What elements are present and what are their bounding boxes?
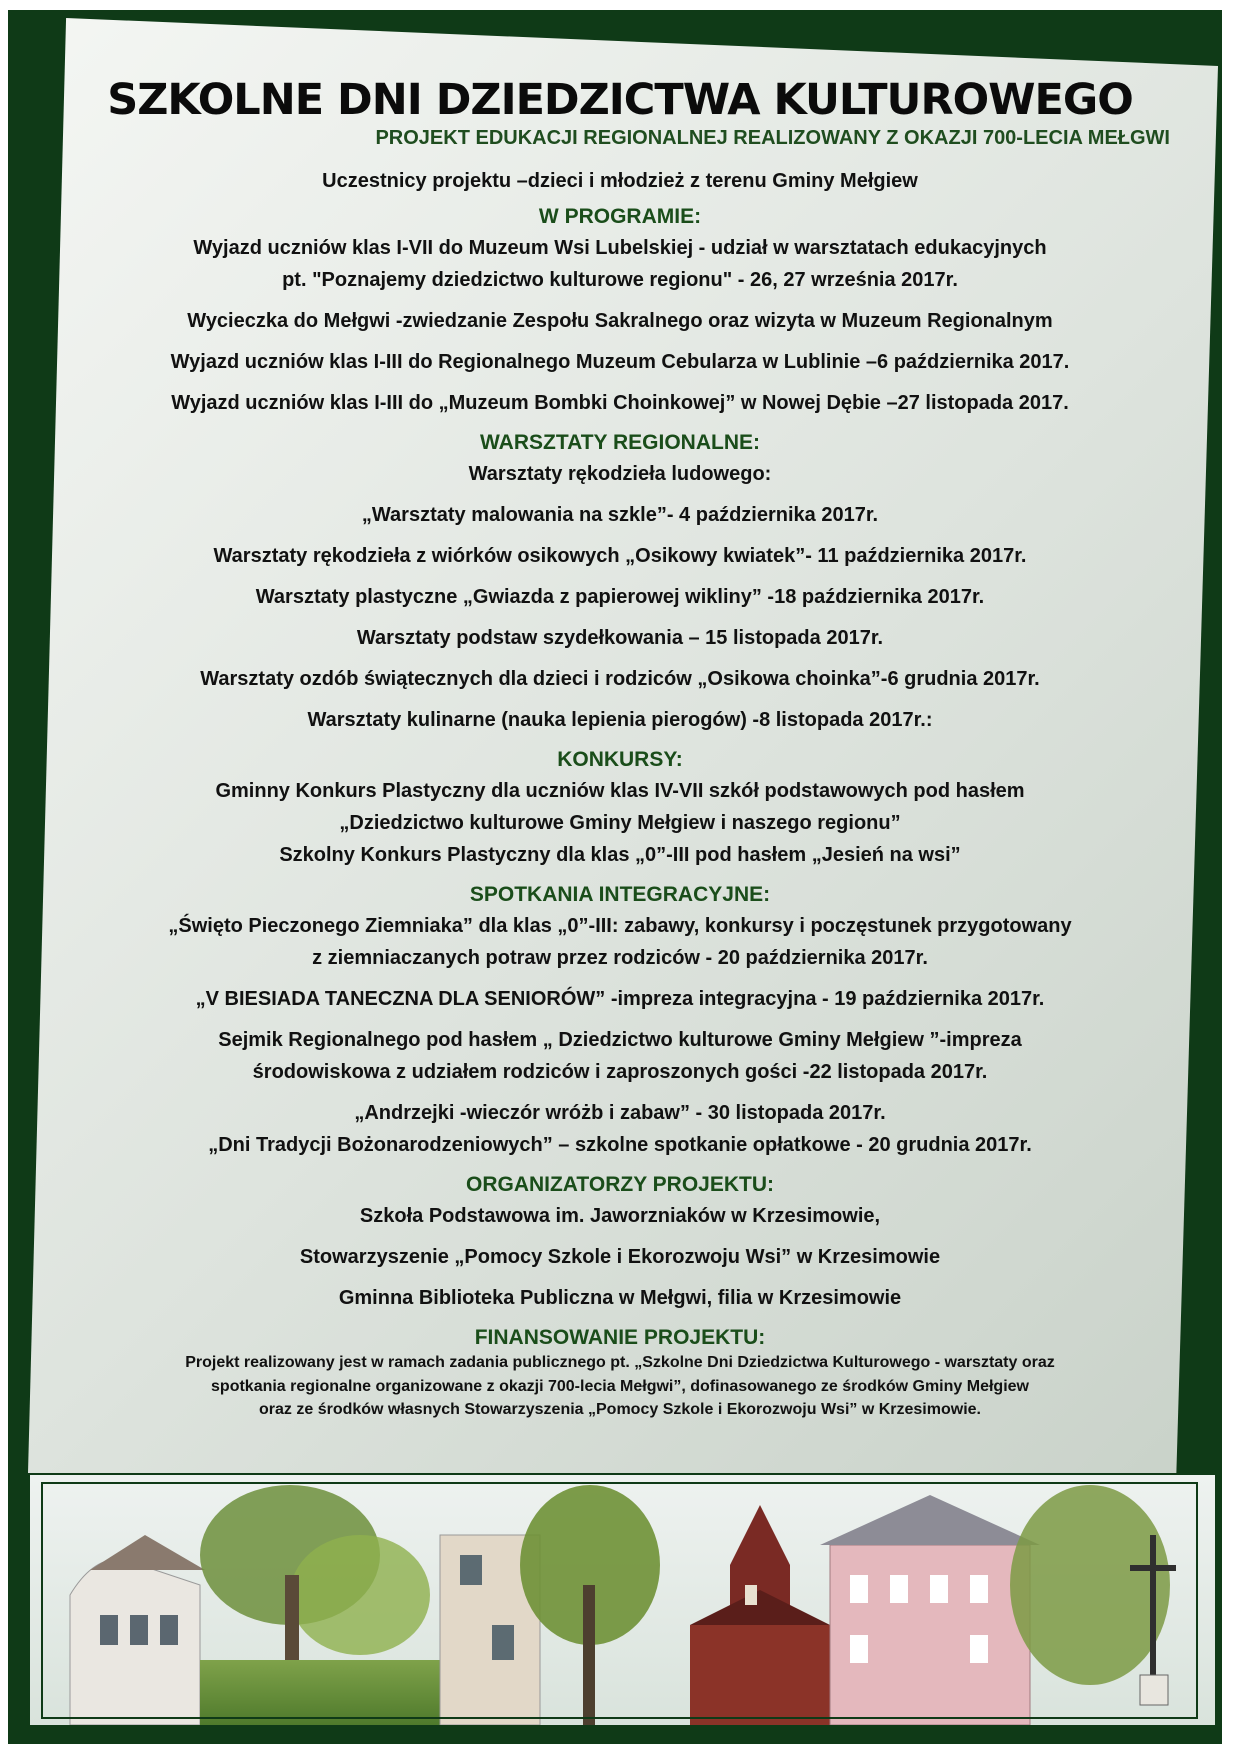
workshops-heading: WARSZTATY REGIONALNE: — [480, 431, 760, 455]
poster-subtitle: PROJEKT EDUKACJI REGIONALNEJ REALIZOWANY Z OKAZJI 700-LECIA MEŁGWI — [375, 127, 1170, 150]
organizers-heading: ORGANIZATORZY PROJEKTU: — [465, 1173, 775, 1197]
meeting-item: środowiskowa z udziałem rodziców i zaproszonych gości -22 listopada 2017r. — [252, 1061, 988, 1084]
program-item: Wycieczka do Mełgwi -zwiedzanie Zespołu Sakralnego oraz wizyta w Muzeum Regionalnym — [187, 310, 1053, 333]
workshop-item: Warsztaty kulinarne (nauka lepienia pierogów) -8 listopada 2017r.: — [307, 709, 933, 732]
workshop-item: Warsztaty rękodzieła ludowego: — [468, 463, 772, 486]
funding-heading: FINANSOWANIE PROJEKTU: — [474, 1326, 766, 1350]
contest-item: Gminny Konkurs Plastyczny dla uczniów klas IV-VII szkół podstawowych pod hasłem — [215, 780, 1025, 803]
contests-heading: KONKURSY: — [557, 748, 683, 772]
poster-content — [70, 75, 1170, 1421]
workshop-item: Warsztaty rękodzieła z wiórków osikowych „Osikowy kwiatek”- 11 października 2017r. — [213, 545, 1027, 568]
participants-line: Uczestnicy projektu –dzieci i młodzież z terenu Gminy Mełgiew — [322, 170, 918, 193]
program-item: pt. "Poznajemy dziedzictwo kulturowe regionu" - 26, 27 września 2017r. — [282, 269, 958, 292]
meeting-item: „Andrzejki -wieczór wróżb i zabaw” - 30 listopada 2017r. — [354, 1102, 886, 1125]
program-item: Wyjazd uczniów klas I-VII do Muzeum Wsi Lubelskiej - udział w warsztatach edukacyjnych — [193, 237, 1047, 260]
workshop-item: Warsztaty ozdób świątecznych dla dzieci i rodziców „Osikowa choinka”-6 grudnia 2017r. — [200, 668, 1040, 691]
organizer-item: Gminna Biblioteka Publiczna w Mełgwi, filia w Krzesimowie — [338, 1287, 902, 1310]
meeting-item: Sejmik Regionalnego pod hasłem „ Dziedzictwo kulturowe Gminy Mełgiew ”-impreza — [218, 1029, 1022, 1052]
workshop-item: Warsztaty podstaw szydełkowania – 15 listopada 2017r. — [356, 627, 884, 650]
poster-title: SZKOLNE DNI DZIEDZICTWA KULTUROWEGO — [107, 75, 1133, 125]
meeting-item: „V BIESIADA TANECZNA DLA SENIORÓW” -impreza integracyjna - 19 października 2017r. — [195, 988, 1045, 1011]
funding-line: Projekt realizowany jest w ramach zadania publicznego pt. „Szkolne Dni Dziedzictwa Kulturowego - warsztaty oraz — [185, 1354, 1055, 1372]
meeting-item: „Dni Tradycji Bożonarodzeniowych” – szkolne spotkanie opłatkowe - 20 grudnia 2017r. — [208, 1134, 1032, 1157]
workshop-item: „Warsztaty malowania na szkle”- 4 października 2017r. — [361, 504, 879, 527]
organizer-item: Stowarzyszenie „Pomocy Szkole i Ekorozwoju Wsi” w Krzesimowie — [299, 1246, 941, 1269]
photo-collage — [30, 1475, 1215, 1725]
funding-line: oraz ze środków własnych Stowarzyszenia „Pomocy Szkole i Ekorozwoju Wsi” w Krzesimowie. — [259, 1401, 981, 1419]
workshop-item: Warsztaty plastyczne „Gwiazda z papierowej wikliny” -18 października 2017r. — [255, 586, 985, 609]
collage-illustration — [30, 1475, 1215, 1725]
program-item: Wyjazd uczniów klas I-III do Regionalnego Muzeum Cebularza w Lublinie –6 października 2017. — [170, 351, 1070, 374]
organizer-item: Szkoła Podstawowa im. Jaworzniaków w Krzesimowie, — [359, 1205, 881, 1228]
program-heading: W PROGRAMIE: — [538, 205, 702, 229]
funding-line: spotkania regionalne organizowane z okazji 700-lecia Mełgwi”, dofinasowanego ze środków Gminy Mełgiew — [211, 1377, 1029, 1395]
contest-item: Szkolny Konkurs Plastyczny dla klas „0”-III pod hasłem „Jesień na wsi” — [279, 844, 961, 867]
meeting-item: „Święto Pieczonego Ziemniaka” dla klas „0”-III: zabawy, konkursy i poczęstunek przygotowany — [168, 915, 1072, 938]
meetings-heading: SPOTKANIA INTEGRACYJNE: — [469, 883, 771, 907]
contest-item: „Dziedzictwo kulturowe Gminy Mełgiew i naszego regionu” — [339, 812, 901, 835]
meeting-item: z ziemniaczanych potraw przez rodziców - 20 października 2017r. — [312, 947, 928, 970]
program-item: Wyjazd uczniów klas I-III do „Muzeum Bombki Choinkowej” w Nowej Dębie –27 listopada 2017. — [171, 392, 1069, 415]
